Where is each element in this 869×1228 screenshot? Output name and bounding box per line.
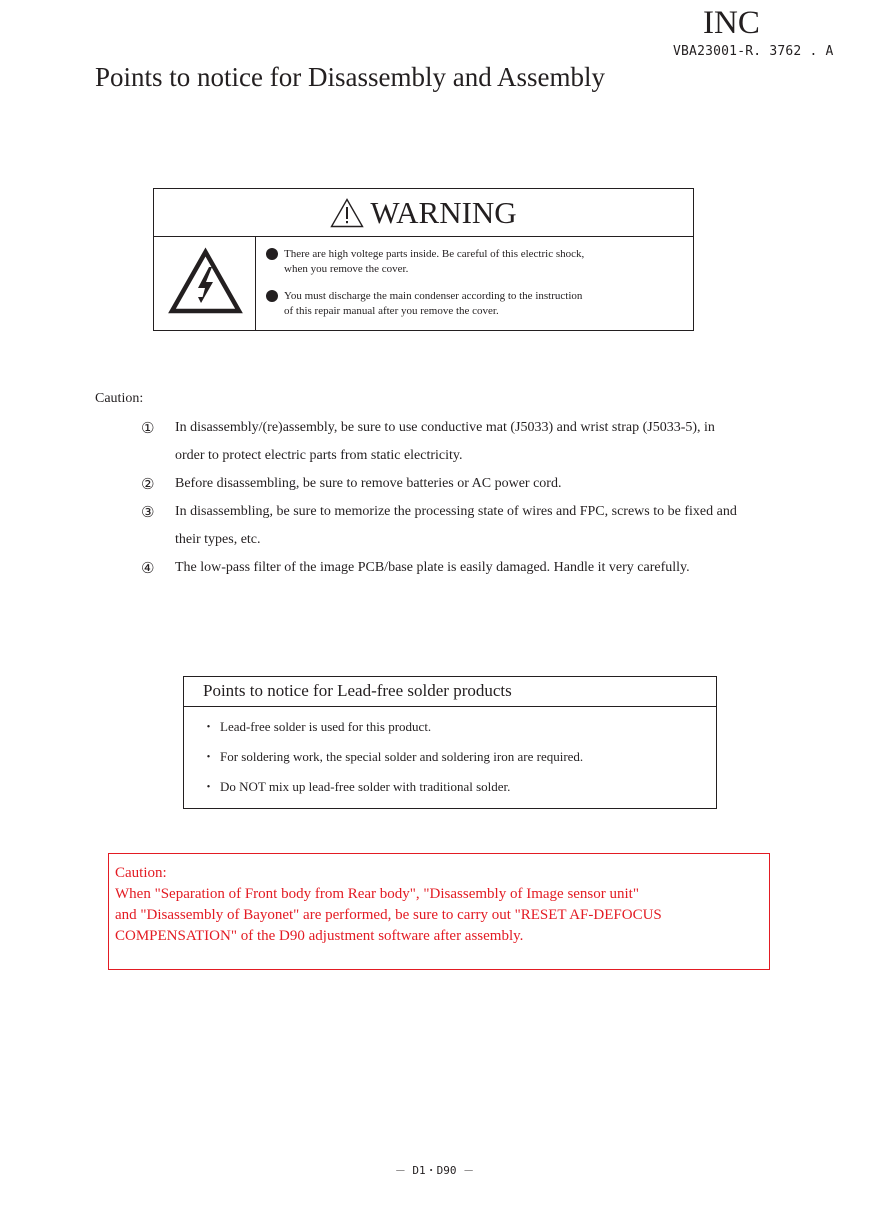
caution-item-text: order to protect electric parts from static electricity. xyxy=(175,448,463,463)
warning-item-line: There are high voltege parts inside. Be careful of this electric shock, xyxy=(284,248,585,260)
warning-item-line: You must discharge the main condenser according to the instruction xyxy=(284,290,583,302)
lead-free-item xyxy=(202,748,583,766)
lead-free-title: Points to notice for Lead-free solder products xyxy=(203,681,512,700)
adjustment-caution-line: COMPENSATION" of the D90 adjustment software after assembly. xyxy=(115,928,524,944)
lead-free-item xyxy=(202,718,431,736)
warning-item xyxy=(266,247,686,277)
bullet-mark: ・ xyxy=(202,749,216,764)
caution-item-number: ① xyxy=(141,419,155,437)
caution-item xyxy=(141,554,831,582)
warning-box xyxy=(153,188,694,331)
warning-header xyxy=(154,189,693,237)
caution-item xyxy=(141,498,831,554)
adjustment-caution-line: and "Disassembly of Bayonet" are performed, be sure to carry out "RESET AF-DEFOCUS xyxy=(115,907,662,923)
caution-heading: Caution: xyxy=(95,391,144,406)
lead-free-item-text: Lead-free solder is used for this product. xyxy=(220,719,432,734)
lead-free-header xyxy=(184,677,716,707)
caution-item-text: Before disassembling, be sure to remove batteries or AC power cord. xyxy=(175,476,562,491)
caution-item-text: The low-pass filter of the image PCB/base plate is easily damaged. Handle it very carefully. xyxy=(175,560,690,575)
high-voltage-icon xyxy=(168,247,243,317)
caution-item-number: ② xyxy=(141,475,155,493)
caution-item-text: In disassembling, be sure to memorize the processing state of wires and FPC, screws to be fixed and xyxy=(175,504,737,519)
warning-item-line: when you remove the cover. xyxy=(284,263,409,275)
warning-triangle-icon xyxy=(330,198,364,228)
bullet-dot-icon xyxy=(266,290,278,302)
warning-item-line: of this repair manual after you remove the cover. xyxy=(284,305,499,317)
bullet-dot-icon xyxy=(266,248,278,260)
caution-item xyxy=(141,470,831,498)
caution-item-text: their types, etc. xyxy=(175,532,261,547)
adjustment-caution-box xyxy=(108,853,770,970)
lead-free-item xyxy=(202,778,510,796)
page-footer: － D1・D90 － xyxy=(394,1164,475,1177)
document-code: VBA23001-R. 3762 . A xyxy=(673,44,834,59)
warning-title: WARNING xyxy=(370,195,517,230)
company-name: INC xyxy=(703,5,760,41)
bullet-mark: ・ xyxy=(202,779,216,794)
warning-title-row xyxy=(154,193,693,233)
bullet-mark: ・ xyxy=(202,719,216,734)
caution-item-text: In disassembly/(re)assembly, be sure to use conductive mat (J5033) and wrist strap (J5033-5), in xyxy=(175,420,715,435)
caution-item xyxy=(141,414,831,470)
caution-item-number: ③ xyxy=(141,503,155,521)
caution-item-number: ④ xyxy=(141,559,155,577)
adjustment-caution-heading: Caution: xyxy=(115,865,167,881)
warning-item xyxy=(266,289,686,319)
lead-free-item-text: Do NOT mix up lead-free solder with traditional solder. xyxy=(220,779,511,794)
lead-free-box xyxy=(183,676,717,809)
page-title: Points to notice for Disassembly and Assembly xyxy=(95,62,605,92)
lead-free-item-text: For soldering work, the special solder and soldering iron are required. xyxy=(220,749,584,764)
adjustment-caution-line: When "Separation of Front body from Rear body", "Disassembly of Image sensor unit" xyxy=(115,886,639,902)
warning-icon-cell xyxy=(154,237,256,330)
